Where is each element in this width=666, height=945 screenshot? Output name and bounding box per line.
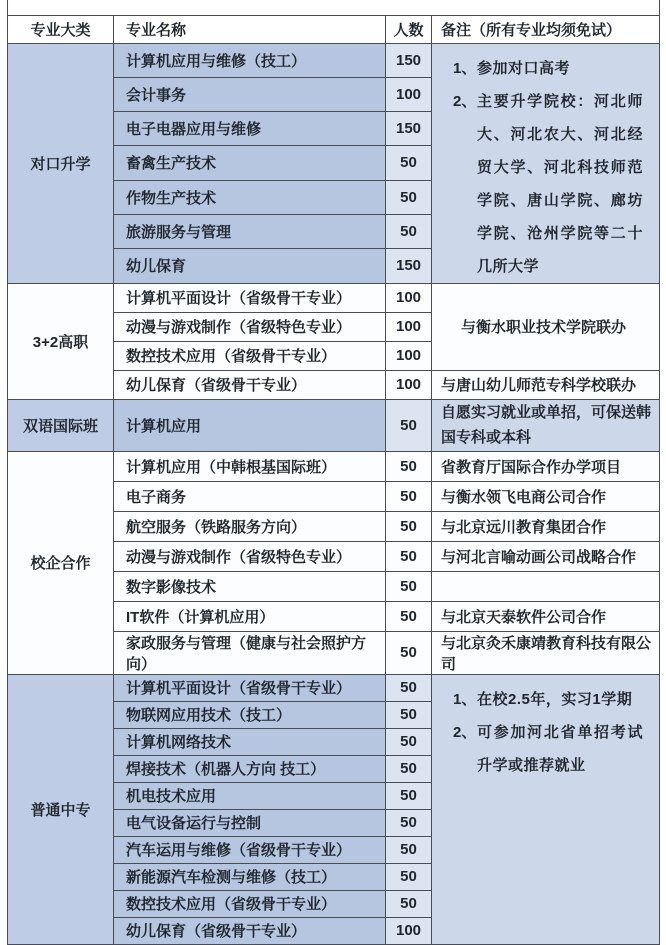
remark-item — [441, 85, 653, 283]
row-remark: 与北京远川教育集团合作 — [432, 511, 660, 541]
major-name: 物联网应用技术（技工） — [114, 701, 386, 728]
major-count: 50 — [386, 863, 432, 890]
major-count: 50 — [386, 399, 432, 451]
major-count: 50 — [386, 631, 432, 674]
row-remark: 与河北言喻动画公司战略合作 — [432, 541, 660, 571]
major-name: 电气设备运行与控制 — [114, 809, 386, 836]
major-name: IT软件（计算机应用） — [114, 601, 386, 631]
remark-marker: 1、 — [453, 59, 477, 77]
major-count: 150 — [386, 43, 432, 77]
major-count: 50 — [386, 836, 432, 863]
major-name: 动漫与游戏制作（省级特色专业） — [114, 312, 386, 341]
major-name: 焊接技术（机器人方向 技工） — [114, 755, 386, 782]
major-name: 作物生产技术 — [114, 180, 386, 214]
major-count: 50 — [386, 601, 432, 631]
major-name: 计算机应用 — [114, 399, 386, 451]
major-name: 旅游服务与管理 — [114, 214, 386, 248]
major-name: 计算机应用与维修（技工） — [114, 43, 386, 77]
major-name: 机电技术应用 — [114, 782, 386, 809]
major-count: 50 — [386, 214, 432, 248]
row-remark: 与北京灸禾康靖教育科技有限公司 — [432, 631, 660, 674]
major-name: 家政服务与管理（健康与社会照护方向） — [114, 631, 386, 674]
remark-item — [441, 716, 653, 782]
major-count: 50 — [386, 541, 432, 571]
table-row — [8, 451, 660, 481]
major-count: 50 — [386, 146, 432, 180]
header-category: 专业大类 — [8, 15, 114, 43]
major-count: 50 — [386, 809, 432, 836]
top-strip-cell — [8, 0, 660, 15]
major-name: 计算机应用（中韩根基国际班） — [114, 451, 386, 481]
major-count: 150 — [386, 112, 432, 146]
remarks-regular — [432, 674, 660, 944]
remark-marker: 2、 — [453, 723, 477, 741]
category-regular: 普通中专 — [8, 674, 114, 944]
remark-marker: 1、 — [453, 690, 477, 708]
major-name: 畜禽生产技术 — [114, 146, 386, 180]
row-remark: 与衡水领飞电商公司合作 — [432, 481, 660, 511]
major-count: 50 — [386, 701, 432, 728]
major-name: 计算机平面设计（省级骨干专业） — [114, 283, 386, 312]
enrollment-table — [7, 0, 660, 945]
major-count: 150 — [386, 249, 432, 283]
major-name: 动漫与游戏制作（省级特色专业） — [114, 541, 386, 571]
remark-item — [441, 52, 653, 85]
major-name: 计算机平面设计（省级骨干专业） — [114, 674, 386, 701]
remarks-3plus2-last: 与唐山幼儿师范专科学校联办 — [432, 370, 660, 399]
major-count: 100 — [386, 312, 432, 341]
major-count: 50 — [386, 674, 432, 701]
major-name: 数字影像技术 — [114, 571, 386, 601]
category-bilingual: 双语国际班 — [8, 399, 114, 451]
major-count: 50 — [386, 890, 432, 917]
major-count: 50 — [386, 180, 432, 214]
table-row — [8, 674, 660, 701]
major-name: 幼儿保育（省级骨干专业） — [114, 370, 386, 399]
table-top-strip — [8, 0, 660, 15]
major-name: 电子电器应用与维修 — [114, 112, 386, 146]
major-count: 50 — [386, 571, 432, 601]
major-name: 汽车运用与维修（省级骨干专业） — [114, 836, 386, 863]
remarks-duikou — [432, 43, 660, 283]
major-count: 50 — [386, 728, 432, 755]
major-name: 幼儿保育（省级骨干专业） — [114, 917, 386, 944]
major-count: 100 — [386, 370, 432, 399]
major-name: 幼儿保育 — [114, 249, 386, 283]
remark-text: 参加对口高考 — [477, 59, 571, 77]
remark-text: 主要升学院校：河北师大、河北农大、河北经贸大学、河北科技师范学院、唐山学院、廊坊学院、沧州学院等二十几所大学 — [477, 92, 643, 275]
major-count: 100 — [386, 283, 432, 312]
major-count: 50 — [386, 755, 432, 782]
remarks-3plus2-group: 与衡水职业技术学院联办 — [432, 283, 660, 370]
major-name: 会计事务 — [114, 77, 386, 111]
major-name: 电子商务 — [114, 481, 386, 511]
major-name: 新能源汽车检测与维修（技工） — [114, 863, 386, 890]
remark-text: 在校2.5年，实习1学期 — [477, 690, 633, 708]
major-count: 50 — [386, 481, 432, 511]
remark-marker: 2、 — [453, 92, 477, 110]
major-count: 50 — [386, 451, 432, 481]
major-name: 数控技术应用（省级骨干专业） — [114, 890, 386, 917]
row-remark — [432, 571, 660, 601]
row-remark: 与北京天泰软件公司合作 — [432, 601, 660, 631]
header-row — [8, 15, 660, 43]
major-name: 计算机网络技术 — [114, 728, 386, 755]
remark-item — [441, 683, 653, 716]
row-remark: 省教育厅国际合作办学项目 — [432, 451, 660, 481]
major-count: 50 — [386, 782, 432, 809]
header-remarks: 备注（所有专业均须免试） — [432, 15, 660, 43]
major-count: 100 — [386, 341, 432, 370]
category-duikou: 对口升学 — [8, 43, 114, 283]
major-name: 航空服务（铁路服务方向） — [114, 511, 386, 541]
category-school-enterprise: 校企合作 — [8, 451, 114, 674]
header-count: 人数 — [386, 15, 432, 43]
major-count: 100 — [386, 77, 432, 111]
category-3plus2: 3+2高职 — [8, 283, 114, 399]
remarks-bilingual: 自愿实习就业或单招，可保送韩国专科或本科 — [432, 399, 660, 451]
header-major: 专业名称 — [114, 15, 386, 43]
major-count: 50 — [386, 511, 432, 541]
table-row — [8, 399, 660, 451]
major-name: 数控技术应用（省级骨干专业） — [114, 341, 386, 370]
table-row — [8, 283, 660, 312]
major-count: 100 — [386, 917, 432, 944]
remark-text: 可参加河北省单招考试升学或推荐就业 — [477, 723, 643, 774]
table-row — [8, 43, 660, 77]
